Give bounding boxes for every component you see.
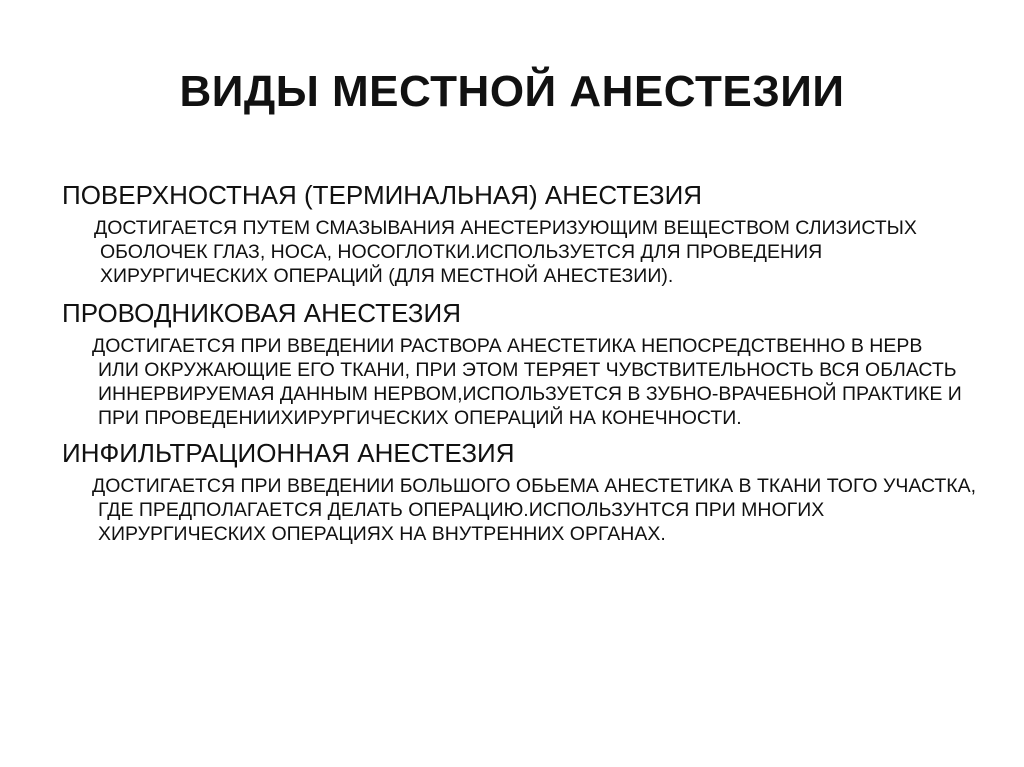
section-heading: ПРОВОДНИКОВАЯ АНЕСТЕЗИЯ xyxy=(62,298,461,328)
slide-title: ВИДЫ МЕСТНОЙ АНЕСТЕЗИИ xyxy=(179,67,845,116)
section-heading: ПОВЕРХНОСТНАЯ (ТЕРМИНАЛЬНАЯ) АНЕСТЕЗИЯ xyxy=(62,180,703,210)
section-heading: ИНФИЛЬТРАЦИОННАЯ АНЕСТЕЗИЯ xyxy=(62,438,515,468)
slide-content xyxy=(62,176,977,546)
section-surface-anesthesia xyxy=(62,176,962,288)
section-conduction-anesthesia xyxy=(62,294,962,430)
section-description: ДОСТИГАЕТСЯ ПРИ ВВЕДЕНИИ БОЛЬШОГО ОБЬЕМА АНЕСТЕТИКА В ТКАНИ ТОГО УЧАСТКА, ГДЕ ПРЕДПОЛАГАЕТСЯ ДЕЛАТЬ ОПЕРАЦИЮ.ИСПОЛЬЗУНТСЯ ПРИ МНОГИХ ХИРУРГИЧЕСКИХ ОПЕРАЦИЯХ НА ВНУТРЕННИХ ОРГАНАХ. xyxy=(92,475,977,545)
section-description: ДОСТИГАЕТСЯ ПУТЕМ СМАЗЫВАНИЯ АНЕСТЕРИЗУЮЩИМ ВЕЩЕСТВОМ СЛИЗИСТЫХ ОБОЛОЧЕК ГЛАЗ, НОСА, НОСОГЛОТКИ.ИСПОЛЬЗУЕТСЯ ДЛЯ ПРОВЕДЕНИЯ ХИРУРГИЧЕСКИХ ОПЕРАЦИЙ (ДЛЯ МЕСТНОЙ АНЕСТЕЗИИ). xyxy=(94,217,917,287)
section-description: ДОСТИГАЕТСЯ ПРИ ВВЕДЕНИИ РАСТВОРА АНЕСТЕТИКА НЕПОСРЕДСТВЕННО В НЕРВ ИЛИ ОКРУЖАЮЩИЕ ЕГО ТКАНИ, ПРИ ЭТОМ ТЕРЯЕТ ЧУВСТВИТЕЛЬНОСТЬ ВСЯ ОБЛАСТЬ ИННЕРВИРУЕМАЯ ДАННЫМ НЕРВОМ,ИСПОЛЬЗУЕТСЯ В ЗУБНО-ВРАЧЕБНОЙ ПРАКТИКЕ И ПРИ ПРОВЕДЕНИИХИРУРГИЧЕСКИХ ОПЕРАЦИЙ НА КОНЕЧНОСТИ. xyxy=(92,335,962,429)
section-infiltration-anesthesia xyxy=(62,434,977,546)
